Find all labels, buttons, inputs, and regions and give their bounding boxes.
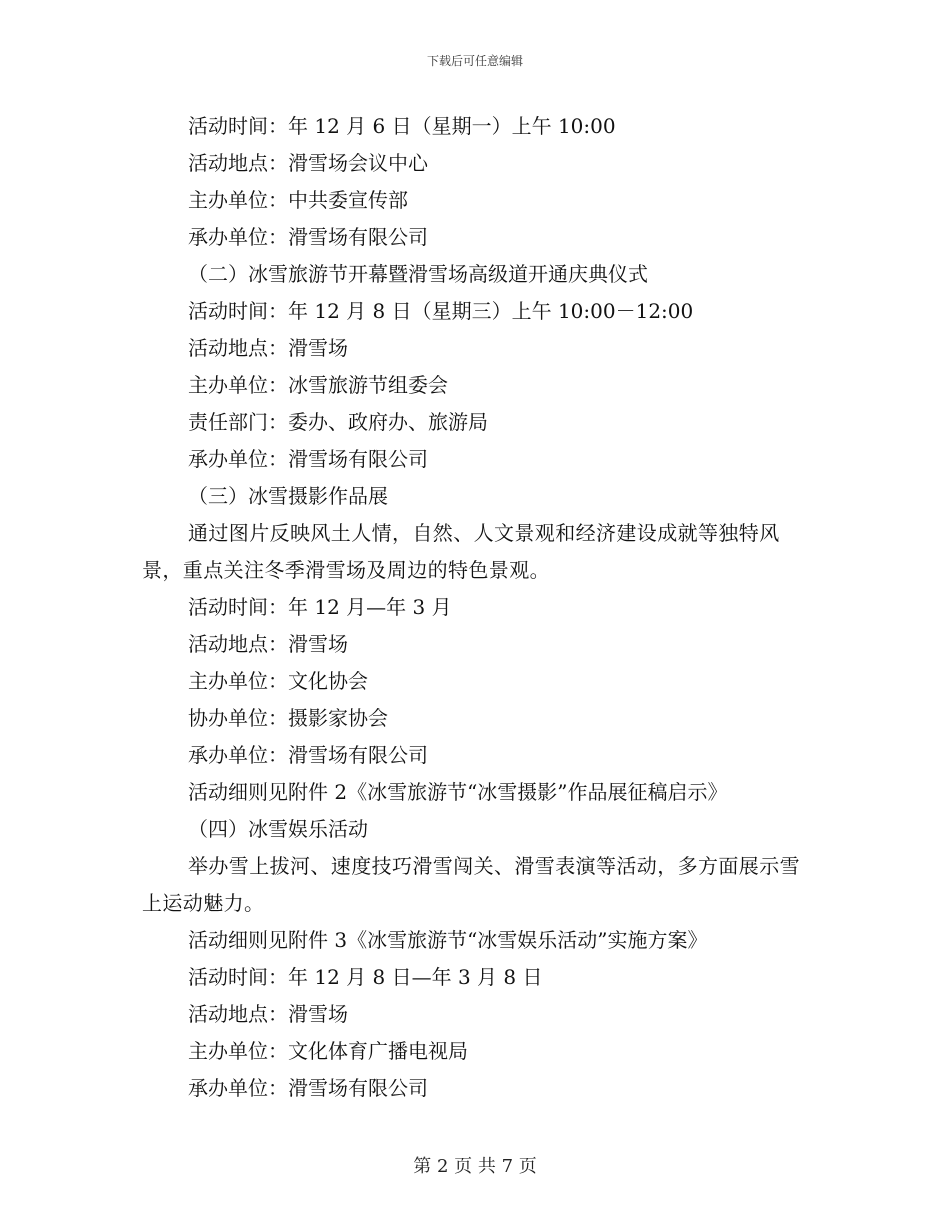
section-heading: （三）冰雪摄影作品展 bbox=[188, 484, 388, 508]
body-paragraph: 通过图片反映风土人情，自然、人文景观和经济建设成就等独特风景，重点关注冬季滑雪场及周边的特色景观。 bbox=[142, 521, 780, 582]
body-line: 责任部门：委办、政府办、旅游局 bbox=[188, 410, 488, 434]
body-line: 承办单位：滑雪场有限公司 bbox=[188, 447, 428, 471]
body-line: 承办单位：滑雪场有限公司 bbox=[188, 743, 428, 767]
body-line: 主办单位：文化体育广播电视局 bbox=[188, 1039, 468, 1063]
body-line: 活动地点：滑雪场 bbox=[188, 632, 348, 656]
body-line: 协办单位：摄影家协会 bbox=[188, 706, 388, 730]
section-heading: （四）冰雪娱乐活动 bbox=[188, 817, 368, 841]
body-line: 主办单位：中共委宣传部 bbox=[188, 188, 408, 212]
body-line: 活动细则见附件 3《冰雪旅游节“冰雪娱乐活动”实施方案》 bbox=[188, 928, 708, 952]
body-line: 主办单位：冰雪旅游节组委会 bbox=[188, 373, 448, 397]
body-line: 活动时间：年 12 月 8 日（星期三）上午 10:00－12:00 bbox=[188, 299, 694, 323]
body-line: 活动地点：滑雪场会议中心 bbox=[188, 151, 428, 175]
body-paragraph: 举办雪上拔河、速度技巧滑雪闯关、滑雪表演等活动，多方面展示雪上运动魅力。 bbox=[142, 854, 800, 915]
body-line: 活动地点：滑雪场 bbox=[188, 1002, 348, 1026]
body-line: 活动地点：滑雪场 bbox=[188, 336, 348, 360]
body-line: 承办单位：滑雪场有限公司 bbox=[188, 1076, 428, 1100]
body-line: 活动时间：年 12 月 8 日—年 3 月 8 日 bbox=[188, 965, 543, 989]
page-header: 下载后可任意编辑 bbox=[426, 54, 523, 68]
body-line: 活动时间：年 12 月—年 3 月 bbox=[188, 595, 452, 619]
body-line: 主办单位：文化协会 bbox=[188, 669, 368, 693]
body-line: 活动细则见附件 2《冰雪旅游节“冰雪摄影”作品展征稿启示》 bbox=[188, 780, 728, 804]
document-body bbox=[142, 108, 810, 1107]
section-heading: （二）冰雪旅游节开幕暨滑雪场高级道开通庆典仪式 bbox=[188, 262, 648, 286]
page-footer: 第 2 页 共 7 页 bbox=[413, 1156, 537, 1177]
body-line: 承办单位：滑雪场有限公司 bbox=[188, 225, 428, 249]
body-line: 活动时间：年 12 月 6 日（星期一）上午 10:00 bbox=[188, 114, 616, 138]
